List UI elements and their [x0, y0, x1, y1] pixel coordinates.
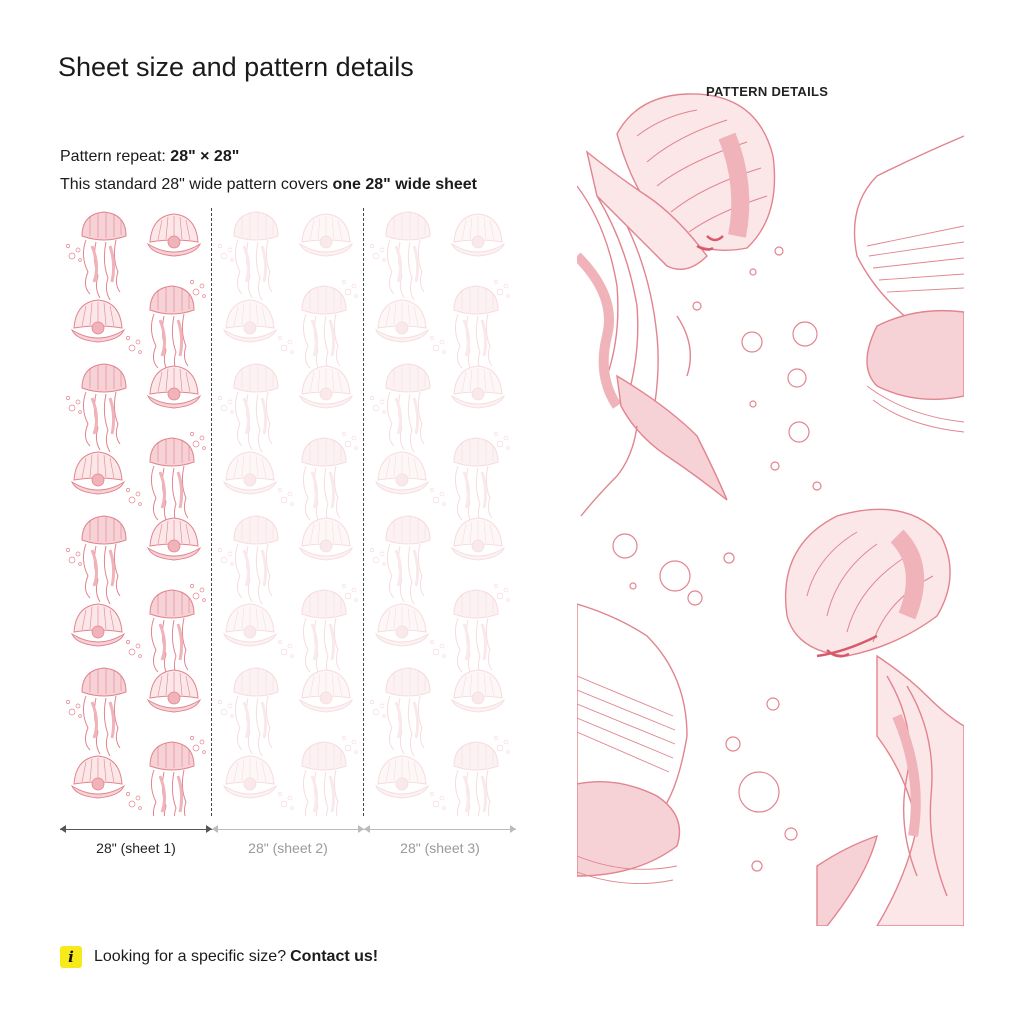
- info-icon: i: [60, 946, 82, 968]
- page-title: Sheet size and pattern details: [58, 52, 414, 82]
- pattern-repeat-line: [60, 148, 239, 166]
- pattern-tile-svg: [60, 208, 212, 816]
- sheet-3-label: 28" (sheet 3): [400, 840, 480, 856]
- pattern-repeat-value: 28" × 28": [170, 148, 240, 165]
- sheet-2-measure: [212, 822, 364, 836]
- pattern-detail-image: [577, 76, 964, 926]
- sheet-1-label: 28" (sheet 1): [96, 840, 176, 856]
- sheet-3-measure: [364, 822, 516, 836]
- sheet-2-preview: [212, 208, 364, 816]
- contact-us-link[interactable]: Contact us!: [290, 948, 379, 965]
- footer-question: Looking for a specific size?: [94, 948, 287, 965]
- sheet-preview: [60, 208, 516, 816]
- coverage-value: one 28" wide sheet: [332, 176, 478, 193]
- coverage-text: This standard 28" wide pattern covers: [60, 176, 333, 193]
- footer: [60, 946, 378, 968]
- coverage-line: [60, 176, 477, 194]
- sheet-1-measure: [60, 822, 212, 836]
- pattern-tile-svg: [364, 208, 516, 816]
- sheet-1-preview: [60, 208, 212, 816]
- sheet-2-label: 28" (sheet 2): [248, 840, 328, 856]
- pattern-repeat-label: Pattern repeat:: [60, 148, 171, 165]
- pattern-detail-svg: [577, 76, 964, 926]
- footer-text: [94, 948, 378, 966]
- pattern-details-label: PATTERN DETAILS: [706, 84, 829, 99]
- pattern-tile-svg: [212, 208, 364, 816]
- sheet-3-preview: [364, 208, 516, 816]
- sheet-divider: [211, 208, 212, 816]
- sheet-divider: [363, 208, 364, 816]
